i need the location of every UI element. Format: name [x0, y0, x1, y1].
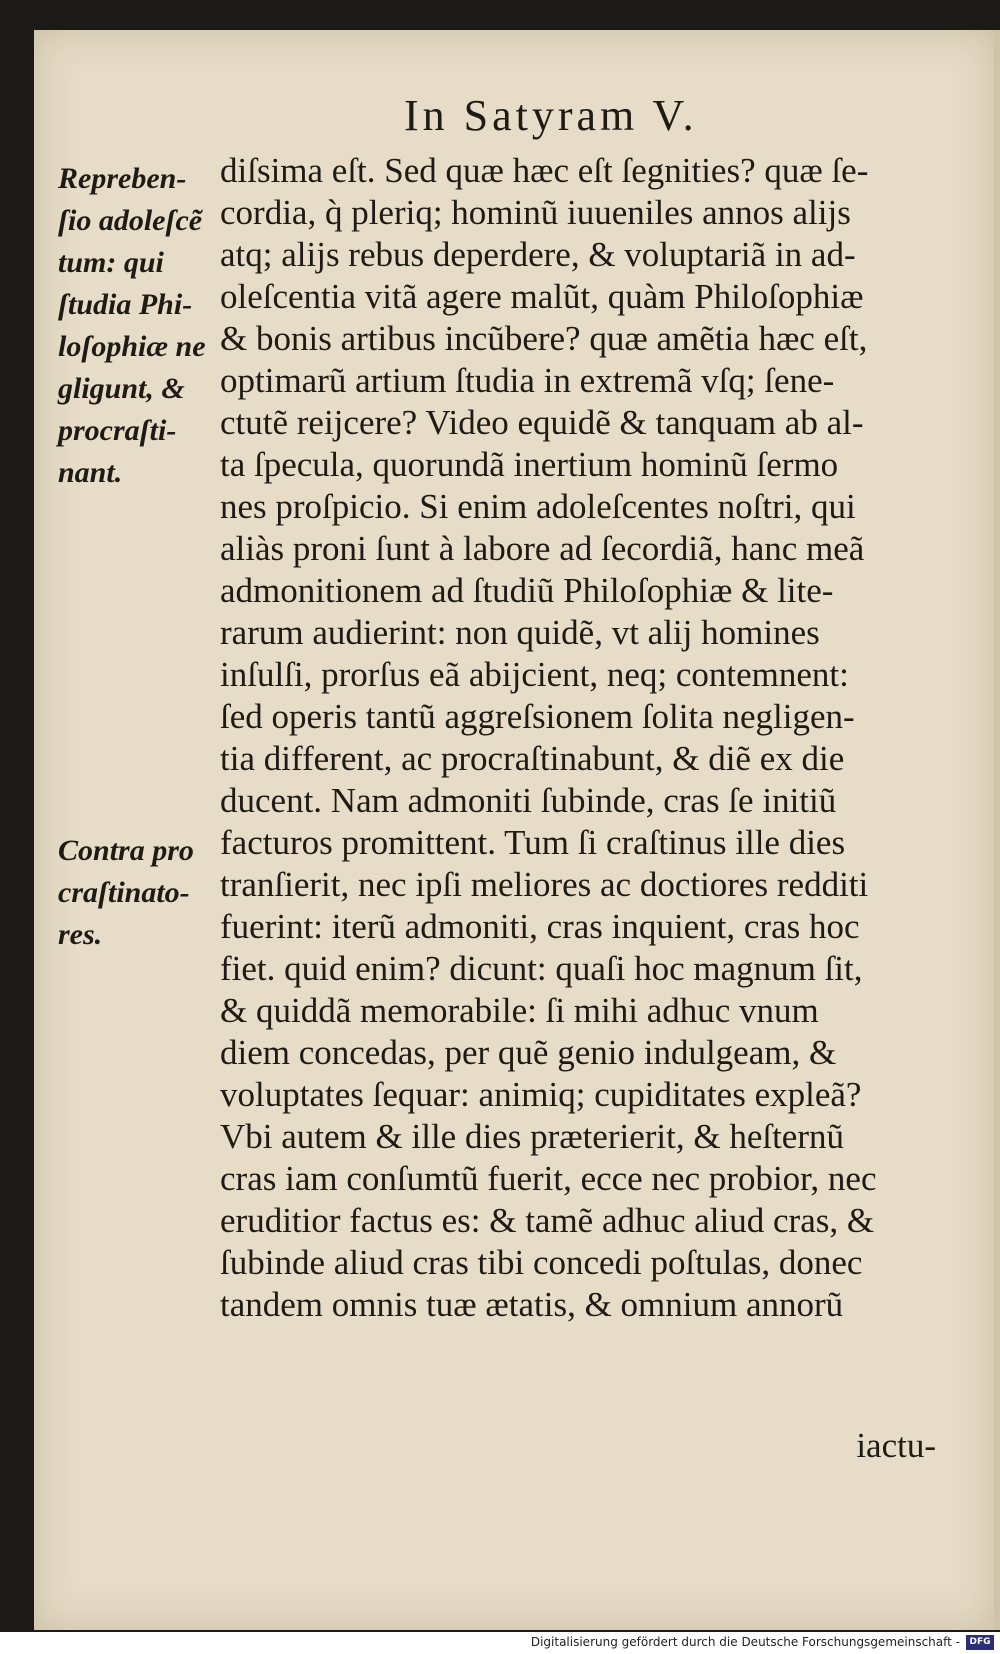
margin-note-line: craſtinato-: [58, 876, 190, 909]
margin-note-line: loſophiæ ne: [58, 330, 206, 363]
margin-note-line: nant.: [58, 456, 123, 489]
body-text: [220, 150, 980, 1326]
book-page: [34, 30, 1000, 1630]
footer-credit: Digitalisierung gefördert durch die Deutsche Forschungsgemeinschaft -: [530, 1635, 960, 1649]
margin-note-line: gligunt, &: [58, 372, 185, 405]
text-line: & bonis artibus incũbere? quæ amẽtia hæc eſt,: [220, 319, 868, 358]
margin-note-line: tum: qui: [58, 246, 164, 279]
text-line: oleſcentia vitã agere malũt, quàm Philoſophiæ: [220, 277, 864, 316]
text-line: ducent. Nam admoniti ſubinde, cras ſe initiũ: [220, 781, 837, 820]
catchword: iactu-: [856, 1426, 936, 1465]
text-line: tandem omnis tuæ ætatis, & omnium annorũ: [220, 1285, 844, 1324]
margin-note-line: ſtudia Phi-: [58, 288, 193, 321]
margin-note-line: Contra pro: [58, 834, 194, 867]
dfg-logo-icon: DFG: [966, 1635, 994, 1650]
text-line: diſsima eſt. Sed quæ hæc eſt ſegnities? quæ ſe-: [220, 151, 869, 190]
text-line: eruditior factus es: & tamẽ adhuc aliud cras, &: [220, 1201, 875, 1240]
text-line: tia different, ac procraſtinabunt, & diẽ ex die: [220, 739, 845, 778]
text-line: rarum audierint: non quidẽ, vt alij homines: [220, 613, 820, 652]
margin-note-line: ſio adoleſcẽ: [58, 204, 203, 237]
text-line: voluptates ſequar: animiq; cupiditates expleã?: [220, 1075, 862, 1114]
digitization-footer: [0, 1632, 1000, 1654]
text-line: optimarũ artium ſtudia in extremã vſq; ſene-: [220, 361, 835, 400]
text-line: ctutẽ reijcere? Video equidẽ & tanquam ab al-: [220, 403, 864, 442]
text-line: admonitionem ad ſtudiũ Philoſophiæ & lite-: [220, 571, 834, 610]
text-line: & quiddã memorabile: ſi mihi adhuc vnum: [220, 991, 819, 1030]
text-line: fiet. quid enim? dicunt: quaſi hoc magnum ſit,: [220, 949, 863, 988]
text-line: diem concedas, per quẽ genio indulgeam, &: [220, 1033, 837, 1072]
text-line: ſed operis tantũ aggreſsionem ſolita negligen-: [220, 697, 855, 736]
text-line: tranſierit, nec ipſi meliores ac doctiores redditi: [220, 865, 869, 904]
text-line: fuerint: iterũ admoniti, cras inquient, cras hoc: [220, 907, 860, 946]
text-line: cras iam conſumtũ fuerit, ecce nec probior, nec: [220, 1159, 877, 1198]
text-line: aliàs proni ſunt à labore ad ſecordiã, hanc meã: [220, 529, 865, 568]
margin-note-line: procraſti-: [58, 414, 177, 447]
text-line: nes proſpicio. Si enim adoleſcentes noſtri, qui: [220, 487, 856, 526]
text-line: Vbi autem & ille dies præterierit, & heſternũ: [220, 1117, 845, 1156]
text-line: ſubinde aliud cras tibi concedi poſtulas, donec: [220, 1243, 863, 1282]
margin-note-line: Repreben-: [58, 162, 187, 195]
text-line: ta ſpecula, quorundã inertium hominũ ſermo: [220, 445, 839, 484]
text-line: cordia, q̀ pleriq; hominũ iuueniles annos alijs: [220, 193, 851, 232]
text-line: atq; alijs rebus deperdere, & voluptariã in ad-: [220, 235, 856, 274]
running-head: In Satyram V.: [404, 91, 698, 140]
text-line: facturos promittent. Tum ſi craſtinus ille dies: [220, 823, 846, 862]
margin-note-line: res.: [58, 918, 103, 951]
text-line: inſulſi, prorſus eã abijcient, neq; contemnent:: [220, 655, 849, 694]
